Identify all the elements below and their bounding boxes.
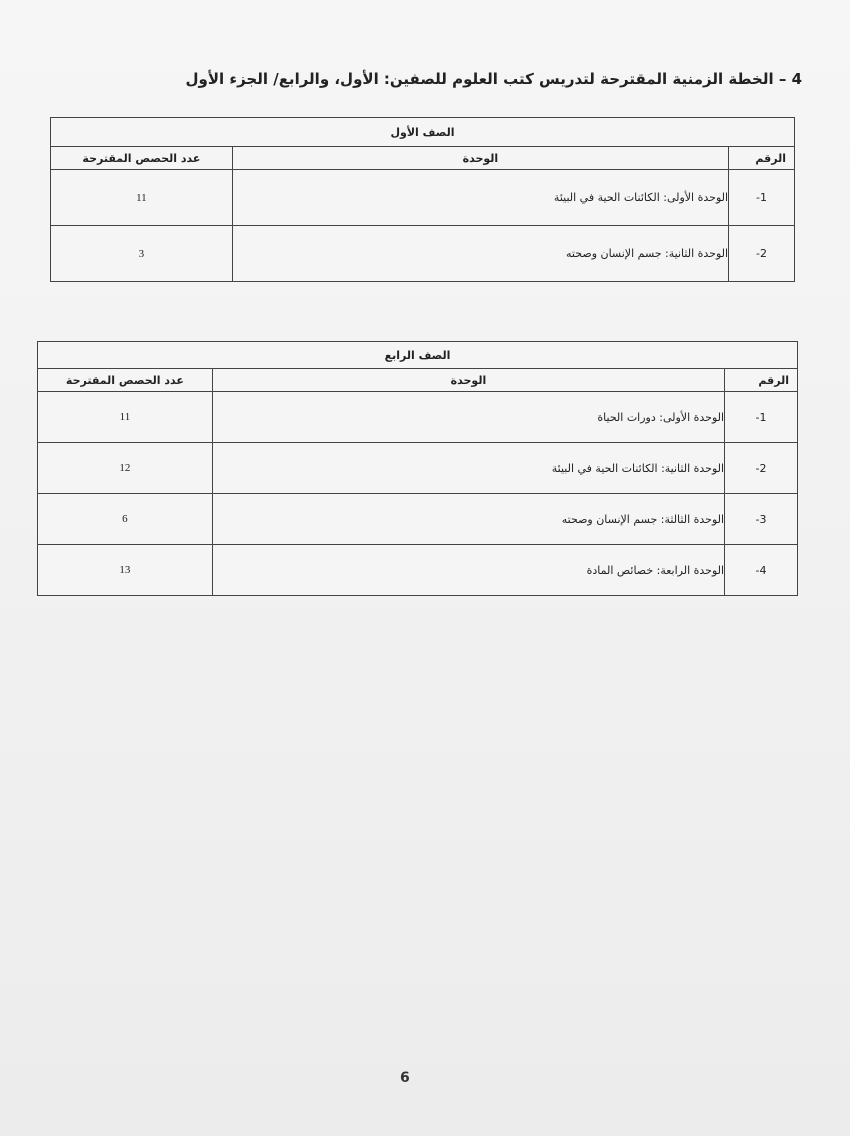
row-number: 1-	[729, 170, 795, 226]
column-header-unit: الوحدة	[212, 369, 724, 392]
lesson-count: 11	[51, 170, 233, 226]
section-heading: 4 – الخطة الزمنية المقترحة لتدريس كتب العلوم للصفين: الأول، والرابع/ الجزء الأول	[185, 70, 802, 88]
unit-name: الوحدة الثالثة: جسم الإنسان وصحته	[212, 494, 724, 545]
grade-title: الصف الرابع	[38, 342, 798, 369]
row-number: 2-	[725, 443, 798, 494]
unit-name: الوحدة الأولى: دورات الحياة	[212, 392, 724, 443]
grade-1-plan-table	[50, 117, 795, 282]
lesson-count: 6	[38, 494, 213, 545]
lesson-count: 13	[38, 545, 213, 596]
unit-name: الوحدة الثانية: الكائنات الحية في البيئة	[212, 443, 724, 494]
table-row	[38, 392, 798, 443]
lesson-count: 12	[38, 443, 213, 494]
grade-4-plan-table	[37, 341, 798, 596]
column-header-number: الرقم	[725, 369, 798, 392]
row-number: 1-	[725, 392, 798, 443]
table-row	[51, 226, 795, 282]
lesson-count: 3	[51, 226, 233, 282]
table-row	[38, 494, 798, 545]
row-number: 4-	[725, 545, 798, 596]
unit-name: الوحدة الأولى: الكائنات الحية في البيئة	[232, 170, 728, 226]
column-header-lesson-count: عدد الحصص المقترحة	[51, 147, 233, 170]
unit-name: الوحدة الثانية: جسم الإنسان وصحته	[232, 226, 728, 282]
page-number: 6	[400, 1070, 410, 1086]
row-number: 2-	[729, 226, 795, 282]
table-row	[38, 545, 798, 596]
column-header-number: الرقم	[729, 147, 795, 170]
table-row	[38, 443, 798, 494]
row-number: 3-	[725, 494, 798, 545]
grade-title: الصف الأول	[51, 118, 795, 147]
unit-name: الوحدة الرابعة: خصائص المادة	[212, 545, 724, 596]
column-header-unit: الوحدة	[232, 147, 728, 170]
column-header-lesson-count: عدد الحصص المقترحة	[38, 369, 213, 392]
lesson-count: 11	[38, 392, 213, 443]
table-row	[51, 170, 795, 226]
